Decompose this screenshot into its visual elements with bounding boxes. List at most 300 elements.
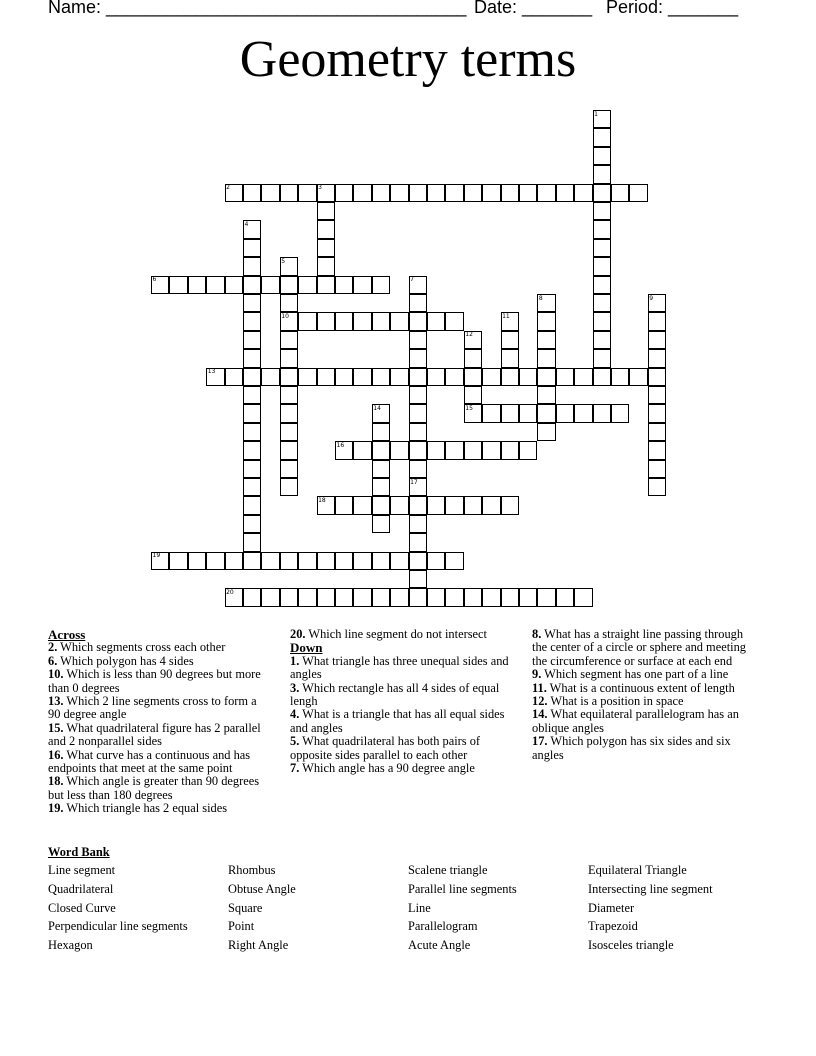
crossword-cell[interactable]	[445, 368, 463, 386]
word-bank-item: Line	[408, 900, 431, 915]
crossword-cell[interactable]	[280, 404, 298, 422]
crossword-cell[interactable]	[409, 331, 427, 349]
crossword-cell[interactable]	[427, 184, 445, 202]
crossword-cell[interactable]	[280, 588, 298, 606]
crossword-cell[interactable]	[317, 202, 335, 220]
clue-number: 6	[152, 276, 157, 284]
crossword-cell[interactable]	[409, 294, 427, 312]
crossword-cell[interactable]	[317, 312, 335, 330]
clue-number: 16	[336, 441, 345, 449]
crossword-cell[interactable]	[629, 184, 647, 202]
crossword-cell[interactable]	[593, 349, 611, 367]
crossword-cell[interactable]	[427, 441, 445, 459]
down-clue	[532, 668, 758, 681]
crossword-cell[interactable]	[593, 220, 611, 238]
crossword-cell[interactable]	[648, 404, 666, 422]
crossword-cell[interactable]	[593, 257, 611, 275]
across-clue	[48, 775, 268, 802]
crossword-cell[interactable]	[464, 588, 482, 606]
clue-number-label: 14.	[532, 707, 548, 722]
crossword-cell[interactable]	[243, 552, 261, 570]
crossword-cell[interactable]	[298, 368, 316, 386]
clue-number-label: 9.	[532, 667, 542, 682]
clue-text: What triangle has three unequal sides and angles	[290, 653, 509, 682]
word-bank-item: Scalene triangle	[408, 863, 488, 877]
word-bank-item: Parallel line segments	[408, 881, 517, 896]
crossword-cell[interactable]	[593, 368, 611, 386]
clue-number: 13	[207, 368, 216, 376]
crossword-cell[interactable]	[372, 588, 390, 606]
crossword-cell[interactable]	[390, 368, 408, 386]
down-clue	[532, 708, 758, 735]
crossword-cell[interactable]	[427, 368, 445, 386]
crossword-cell[interactable]	[390, 552, 408, 570]
crossword-cell[interactable]	[243, 423, 261, 441]
clue-text: Which line segment do not intersect	[305, 627, 487, 641]
crossword-cell[interactable]	[372, 184, 390, 202]
crossword-cell[interactable]	[353, 496, 371, 514]
crossword-cell[interactable]	[372, 460, 390, 478]
crossword-cell[interactable]	[188, 276, 206, 294]
crossword-cell[interactable]	[409, 441, 427, 459]
clue-number: 10	[281, 312, 289, 320]
crossword-cell[interactable]	[593, 276, 611, 294]
across-clue	[48, 802, 268, 815]
clue-text: Which angle has a 90 degree angle	[299, 761, 475, 776]
word-bank-item: Parallelogram	[408, 919, 478, 934]
crossword-cell[interactable]	[427, 312, 445, 330]
clue-number: 14	[373, 404, 381, 412]
crossword-cell[interactable]	[409, 368, 427, 386]
crossword-cell[interactable]	[353, 312, 371, 330]
crossword-cell[interactable]	[537, 184, 555, 202]
crossword-cell[interactable]	[648, 312, 666, 330]
crossword-cell[interactable]	[353, 588, 371, 606]
crossword-cell[interactable]	[556, 184, 574, 202]
crossword-cell[interactable]	[464, 496, 482, 514]
across-heading: Across	[48, 627, 86, 642]
crossword-cell[interactable]	[298, 276, 316, 294]
crossword-cell[interactable]	[243, 588, 261, 606]
down-clue	[290, 708, 516, 735]
crossword-cell[interactable]	[243, 331, 261, 349]
crossword-cell[interactable]	[537, 386, 555, 404]
clue-text: Which is less than 90 degrees but more than 0 degrees	[48, 667, 261, 695]
crossword-cell[interactable]	[243, 441, 261, 459]
across-clue	[48, 655, 268, 668]
clue-number-label: 12.	[532, 694, 548, 709]
crossword-cell[interactable]	[427, 552, 445, 570]
crossword-cell[interactable]	[464, 368, 482, 386]
crossword-cell[interactable]	[335, 312, 353, 330]
crossword-cell[interactable]	[574, 404, 592, 422]
crossword-cell[interactable]	[280, 441, 298, 459]
crossword-cell[interactable]	[593, 165, 611, 183]
crossword-cell[interactable]	[353, 368, 371, 386]
crossword-cell[interactable]	[317, 239, 335, 257]
crossword-cell[interactable]	[611, 404, 629, 422]
crossword-cell[interactable]	[464, 386, 482, 404]
crossword-cell[interactable]	[648, 349, 666, 367]
clue-number: 1	[594, 110, 598, 118]
word-bank-item: Square	[228, 900, 263, 915]
crossword-cell[interactable]	[574, 588, 592, 606]
crossword-cell[interactable]	[169, 552, 187, 570]
crossword-cell[interactable]	[280, 368, 298, 386]
crossword-cell[interactable]	[243, 349, 261, 367]
clue-number-label: 8.	[532, 627, 542, 641]
crossword-cell[interactable]	[280, 478, 298, 496]
crossword-cell[interactable]	[464, 441, 482, 459]
crossword-cell[interactable]	[280, 276, 298, 294]
word-bank-item: Point	[228, 919, 255, 934]
clue-number: 4	[244, 220, 249, 228]
clue-number: 12	[465, 331, 473, 339]
clue-number: 8	[538, 294, 543, 302]
crossword-cell[interactable]	[593, 312, 611, 330]
crossword-cell[interactable]	[169, 276, 187, 294]
crossword-cell[interactable]	[611, 184, 629, 202]
crossword-cell[interactable]	[243, 496, 261, 514]
crossword-cell[interactable]	[593, 239, 611, 257]
crossword-cell[interactable]	[243, 478, 261, 496]
crossword-cell[interactable]	[556, 368, 574, 386]
crossword-cell[interactable]	[537, 404, 555, 422]
clue-number-label: 5.	[290, 734, 300, 749]
clue-number-label: 2.	[48, 640, 58, 655]
crossword-cell[interactable]	[409, 533, 427, 551]
crossword-cell[interactable]	[353, 184, 371, 202]
crossword-cell[interactable]	[409, 423, 427, 441]
crossword-cell[interactable]	[519, 368, 537, 386]
crossword-cell[interactable]	[280, 349, 298, 367]
down-clue	[290, 762, 516, 775]
crossword-cell[interactable]	[280, 460, 298, 478]
crossword-cell[interactable]	[317, 552, 335, 570]
crossword-cell[interactable]	[335, 276, 353, 294]
crossword-cell[interactable]	[372, 478, 390, 496]
crossword-cell[interactable]	[261, 588, 279, 606]
crossword-cell[interactable]	[335, 552, 353, 570]
down-clue	[532, 695, 758, 708]
crossword-cell[interactable]	[225, 368, 243, 386]
crossword-cell[interactable]	[464, 349, 482, 367]
crossword-cell[interactable]	[501, 349, 519, 367]
clue-number: 19	[152, 552, 161, 560]
crossword-cell[interactable]	[206, 552, 224, 570]
clue-text: What equilateral parallelogram has an oblique angles	[532, 707, 739, 735]
crossword-cell[interactable]	[243, 239, 261, 257]
crossword-cell[interactable]	[482, 588, 500, 606]
crossword-cell[interactable]	[537, 368, 555, 386]
crossword-cell[interactable]	[574, 368, 592, 386]
across-clue	[290, 628, 516, 641]
name-field-label: Name: ____________________________________	[48, 0, 467, 17]
crossword-cell[interactable]	[261, 368, 279, 386]
crossword-cell[interactable]	[280, 184, 298, 202]
crossword-cell[interactable]	[501, 184, 519, 202]
crossword-cell[interactable]	[629, 368, 647, 386]
crossword-cell[interactable]	[445, 496, 463, 514]
crossword-cell[interactable]	[243, 460, 261, 478]
crossword-cell[interactable]	[537, 331, 555, 349]
crossword-cell[interactable]	[243, 257, 261, 275]
crossword-cell[interactable]	[409, 570, 427, 588]
word-bank-item: Right Angle	[228, 938, 289, 953]
crossword-cell[interactable]	[482, 368, 500, 386]
crossword-cell[interactable]	[280, 552, 298, 570]
crossword-cell[interactable]	[519, 404, 537, 422]
crossword-cell[interactable]	[409, 460, 427, 478]
crossword-cell[interactable]	[409, 184, 427, 202]
word-bank-item: Closed Curve	[48, 900, 116, 915]
crossword-cell[interactable]	[335, 184, 353, 202]
clue-text: Which segments cross each other	[57, 640, 226, 655]
across-clue	[48, 641, 268, 654]
crossword-cell[interactable]	[188, 552, 206, 570]
crossword-cell[interactable]	[353, 276, 371, 294]
crossword-cell[interactable]	[317, 257, 335, 275]
crossword-cell[interactable]	[593, 202, 611, 220]
period-field-label: Period: _______	[606, 0, 739, 17]
crossword-cell[interactable]	[298, 588, 316, 606]
clue-number-label: 1.	[290, 653, 300, 668]
across-clue	[48, 668, 268, 695]
crossword-cell[interactable]	[409, 404, 427, 422]
crossword-cell[interactable]	[335, 496, 353, 514]
crossword-cell[interactable]	[445, 552, 463, 570]
word-bank-item: Acute Angle	[408, 938, 471, 953]
crossword-cell[interactable]	[482, 496, 500, 514]
crossword-cell[interactable]	[501, 404, 519, 422]
crossword-cell[interactable]	[593, 331, 611, 349]
clue-text: Which polygon has 4 sides	[57, 653, 194, 668]
word-bank-item: Rhombus	[228, 863, 276, 877]
date-field-label: Date: _______	[474, 0, 593, 17]
crossword-cell[interactable]	[427, 496, 445, 514]
crossword-cell[interactable]	[261, 276, 279, 294]
crossword-cell[interactable]	[519, 441, 537, 459]
crossword-cell[interactable]	[243, 368, 261, 386]
crossword-cell[interactable]	[611, 368, 629, 386]
word-bank-item: Obtuse Angle	[228, 881, 296, 896]
clue-text: What quadrilateral figure has 2 parallel and 2 nonparallel sides	[48, 720, 261, 749]
clue-number-label: 15.	[48, 720, 64, 735]
crossword-cell[interactable]	[501, 368, 519, 386]
word-bank-item: Hexagon	[48, 938, 93, 953]
crossword-cell[interactable]	[648, 441, 666, 459]
crossword-cell[interactable]	[409, 312, 427, 330]
crossword-cell[interactable]	[243, 515, 261, 533]
clue-number-label: 18.	[48, 774, 64, 789]
clue-number-label: 19.	[48, 801, 64, 816]
page-title: Geometry terms	[239, 31, 577, 88]
crossword-cell[interactable]	[501, 496, 519, 514]
crossword-cell[interactable]	[390, 184, 408, 202]
word-bank-item: Trapezoid	[588, 919, 638, 934]
down-clue	[532, 735, 758, 762]
crossword-cell[interactable]	[280, 294, 298, 312]
word-bank-item: Isosceles triangle	[588, 938, 674, 953]
crossword-cell[interactable]	[372, 496, 390, 514]
crossword-cell[interactable]	[409, 496, 427, 514]
crossword-cell[interactable]	[298, 184, 316, 202]
crossword-cell[interactable]	[574, 184, 592, 202]
crossword-cell[interactable]	[501, 588, 519, 606]
crossword-cell[interactable]	[556, 404, 574, 422]
crossword-cell[interactable]	[409, 349, 427, 367]
crossword-cell[interactable]	[225, 552, 243, 570]
crossword-cell[interactable]	[593, 184, 611, 202]
clue-number: 15	[465, 404, 473, 412]
crossword-cell[interactable]	[317, 276, 335, 294]
clue-number-label: 3.	[290, 680, 300, 695]
crossword-cell[interactable]	[353, 552, 371, 570]
crossword-cell[interactable]	[501, 331, 519, 349]
crossword-cell[interactable]	[280, 331, 298, 349]
crossword-cell[interactable]	[648, 423, 666, 441]
across-clue-list	[48, 641, 268, 815]
crossword-cell[interactable]	[317, 220, 335, 238]
word-bank-title: Word Bank	[48, 845, 110, 859]
down-clue	[532, 628, 758, 668]
crossword-cell[interactable]	[243, 386, 261, 404]
crossword-cell[interactable]	[243, 276, 261, 294]
crossword-cell[interactable]	[409, 515, 427, 533]
down-clue	[290, 735, 516, 762]
clue-number-label: 10.	[48, 667, 64, 682]
crossword-cell[interactable]	[372, 276, 390, 294]
clue-text: Which polygon has six sides and six angles	[532, 734, 731, 762]
down-heading: Down	[290, 640, 323, 656]
crossword-cell[interactable]	[390, 312, 408, 330]
crossword-cell[interactable]	[593, 294, 611, 312]
clue-text: What curve has a continuous and has endpoints that meet at the same point	[48, 747, 251, 776]
crossword-cell[interactable]	[261, 184, 279, 202]
across-clue-list-continued	[290, 628, 516, 641]
crossword-cell[interactable]	[298, 552, 316, 570]
crossword-cell[interactable]	[648, 368, 666, 386]
clue-number: 20	[226, 588, 234, 596]
crossword-cell[interactable]	[280, 423, 298, 441]
crossword-cell[interactable]	[206, 276, 224, 294]
clue-number: 7	[410, 276, 414, 284]
clue-number-label: 11.	[532, 680, 547, 695]
crossword-cell[interactable]	[482, 184, 500, 202]
crossword-cell[interactable]	[261, 552, 279, 570]
clue-text: What quadrilateral has both pairs of opposite sides parallel to each other	[290, 734, 481, 762]
crossword-cell[interactable]	[335, 368, 353, 386]
clue-text: What is a position in space	[547, 694, 684, 709]
word-bank-item: Line segment	[48, 863, 116, 877]
crossword-cell[interactable]	[280, 386, 298, 404]
crossword-cell[interactable]	[427, 588, 445, 606]
clue-number-label: 4.	[290, 707, 300, 722]
crossword-cell[interactable]	[593, 404, 611, 422]
crossword-cell[interactable]	[537, 349, 555, 367]
crossword-cell[interactable]	[648, 331, 666, 349]
crossword-cell[interactable]	[445, 588, 463, 606]
crossword-cell[interactable]	[519, 588, 537, 606]
across-clue	[48, 722, 268, 749]
crossword-cell[interactable]	[648, 478, 666, 496]
crossword-cell[interactable]	[519, 184, 537, 202]
crossword-cell[interactable]	[372, 312, 390, 330]
crossword-cell[interactable]	[353, 441, 371, 459]
down-clue	[290, 682, 516, 709]
crossword-cell[interactable]	[243, 294, 261, 312]
clue-number: 5	[281, 257, 286, 265]
crossword-cell[interactable]	[482, 404, 500, 422]
word-bank-item: Intersecting line segment	[588, 881, 713, 896]
crossword-cell[interactable]	[243, 533, 261, 551]
crossword-cell[interactable]	[537, 312, 555, 330]
clues-column-1	[48, 628, 268, 816]
clues-column-3	[532, 628, 758, 762]
crossword-cell[interactable]	[243, 184, 261, 202]
clue-text: Which angle is greater than 90 degrees but less than 180 degrees	[48, 774, 260, 802]
crossword-cell[interactable]	[593, 147, 611, 165]
crossword-cell[interactable]	[409, 588, 427, 606]
crossword-cell[interactable]	[317, 368, 335, 386]
clue-number: 17	[410, 478, 418, 486]
across-clue	[48, 695, 268, 722]
clue-number: 18	[318, 496, 326, 504]
crossword-cell[interactable]	[648, 386, 666, 404]
crossword-cell[interactable]	[225, 276, 243, 294]
crossword-cell[interactable]	[537, 423, 555, 441]
word-bank-item: Quadrilateral	[48, 881, 114, 896]
crossword-cell[interactable]	[445, 441, 463, 459]
crossword-cell[interactable]	[409, 552, 427, 570]
crossword-cell[interactable]	[482, 441, 500, 459]
crossword-cell[interactable]	[537, 588, 555, 606]
crossword-cell[interactable]	[298, 312, 316, 330]
clue-number: 9	[649, 294, 654, 302]
crossword-cell[interactable]	[593, 128, 611, 146]
crossword-cell[interactable]	[317, 588, 335, 606]
crossword-cell[interactable]	[243, 404, 261, 422]
clue-number-label: 17.	[532, 734, 548, 749]
crossword-cell[interactable]	[464, 184, 482, 202]
crossword-cell[interactable]	[372, 423, 390, 441]
crossword-cell[interactable]	[390, 441, 408, 459]
clue-number: 2	[226, 184, 230, 192]
crossword-cell[interactable]	[372, 368, 390, 386]
across-clue	[48, 749, 268, 776]
clue-number-label: 7.	[290, 761, 300, 776]
crossword-cell[interactable]	[372, 441, 390, 459]
crossword-cell[interactable]	[445, 184, 463, 202]
clue-text: Which segment has one part of a line	[541, 667, 729, 682]
clue-text: What is a continuous extent of length	[546, 680, 735, 695]
crossword-cell[interactable]	[335, 588, 353, 606]
word-bank-item: Perpendicular line segments	[48, 919, 188, 934]
word-bank-item: Equilateral Triangle	[588, 863, 687, 877]
crossword-cell[interactable]	[445, 312, 463, 330]
clue-number: 3	[318, 184, 322, 192]
crossword-cell[interactable]	[243, 312, 261, 330]
crossword-cell[interactable]	[372, 552, 390, 570]
crossword-cell[interactable]	[372, 515, 390, 533]
crossword-cell[interactable]	[390, 496, 408, 514]
clue-text: What is a triangle that has all equal sides and angles	[290, 707, 505, 735]
crossword-cell[interactable]	[556, 588, 574, 606]
crossword-cell[interactable]	[409, 386, 427, 404]
crossword-cell[interactable]	[648, 460, 666, 478]
crossword-cell[interactable]	[501, 441, 519, 459]
crossword-cell[interactable]	[390, 588, 408, 606]
